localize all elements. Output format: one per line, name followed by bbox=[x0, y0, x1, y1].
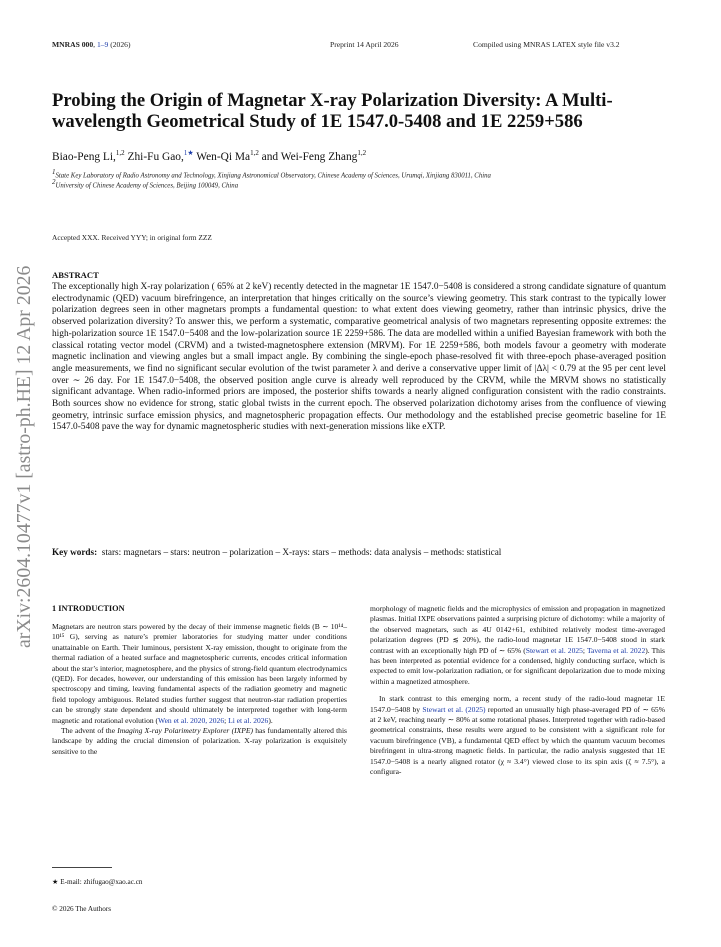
paragraph bbox=[370, 604, 665, 687]
paragraph-text: ). bbox=[268, 715, 273, 725]
affiliation-2 bbox=[52, 178, 238, 189]
paragraph-text: ). This has been interpreted as potential evidence for a condensed, highly conducting surface, which is expected to emit low-polarization radiation, or for significant depolarization due to mode mixing within a magnetized atmosphere. bbox=[370, 645, 665, 686]
abstract-text: The exceptionally high X-ray polarization ( 65% at 2 keV) recently detected in the magnetar 1E 1547.0−5408 is considered a strong candidate signature of quantum electrodynamic (QED) vacuum birefringence, an interpretation that hinges critically on the source’s viewing geometry. This stark contrast to the typically lower polarization degrees seen in other magnetars prompts a fundamental question: to what extent does viewing geometry, rather than intrinsic physics, drive the observed polarization diversity? To answer this, we perform a systematic, comparative geometrical analysis of two magnetars representing opposite extremes: the high-polarization source 1E 1547.0−5408 and the low-polarization source 1E 2259+586. The data are modelled within a unified Bayesian framework with both the classical rotating vector model (CRVM) and a twisted-magnetosphere extension (MRVM). For 1E 2259+586, both models favour a geometry with moderate magnetic inclination and viewing angles but a small impact angle. By combining the single-epoch phase-resolved fit with three-epoch phase-averaged position angle measurements, we find no significant secular evolution of the twist parameter λ and derive a conservative upper limit of |Δλ| < 0.79 at the 95 per cent level over ∼ 26 day. For 1E 1547.0−5408, the observed position angle curve is already well reproduced by the CRVM, while the MRVM shows no statistically significant advantage. When radio-informed priors are imposed, the posterior shifts towards a nearly aligned configuration consistent with the radio constraints. Both sources show no evidence for strong, static global twists in the current epoch. The observed polarization dichotomy arises from the confluence of viewing geometry, intrinsic surface emission physics, and magnetospheric propagation effects. Our methodology and the established precise geometric baseline for 1E 1547.0-5408 pave the way for dynamic magnetospheric studies with next-generation missions like eXTP. bbox=[52, 282, 666, 433]
paragraph-text: has fundamentally altered this landscape by adding the crucial dimension of polarization. X-ray polarization is exquisitely sensitive to the bbox=[52, 726, 347, 756]
compiled-note: Compiled using MNRAS LATEX style file v3.2 bbox=[473, 40, 620, 49]
citation-separator: ; bbox=[582, 645, 587, 655]
affiliation-text: State Key Laboratory of Radio Astronomy and Technology, Xinjiang Astronomical Observatory, Chinese Academy of Sciences, Urumqi, Xinjiang 830011, China bbox=[55, 172, 491, 180]
paragraph-text: In stark contrast to this emerging norm, a recent study of the radio-loud magnetar 1E 1547.0−5408 by bbox=[370, 694, 665, 714]
citation-link[interactable]: Wen et al. 2020, 2026 bbox=[158, 715, 225, 725]
keywords-line bbox=[52, 547, 501, 557]
citation-link[interactable]: Stewart et al. 2025 bbox=[525, 645, 583, 655]
paragraph bbox=[52, 622, 347, 726]
paragraph bbox=[370, 694, 665, 777]
paragraph-text: reported an unusually high phase-averaged PD of ∼ 65% at 2 keV, reaching nearly ∼ 80% at some rotational phases. Interpreted together with radio-based geometrical constraints, these results were argued to be consistent with a significant role for vacuum birefringence (VB), a fundamental QED effect by which the quantum vacuum becomes birefringent in ultra-strong magnetic fields. In particular, the radio analysis suggested that 1E 1547.0−5408 is a nearly aligned rotator (χ ≈ 3.4°) viewed close to its spin axis (ζ ≈ 7.5°), a configura- bbox=[370, 704, 665, 777]
page-range: 1–9 bbox=[96, 40, 109, 49]
paper-title: Probing the Origin of Magnetar X-ray Polarization Diversity: A Multi-wavelength Geometrical Study of 1E 1547.0-5408 and 1E 2259+586 bbox=[52, 90, 613, 132]
right-column bbox=[370, 604, 665, 778]
citation-link[interactable]: Taverna et al. 2022 bbox=[586, 645, 646, 655]
author-name: Biao-Peng Li, bbox=[52, 150, 116, 163]
journal-name: MNRAS bbox=[52, 40, 80, 49]
preprint-date: Preprint 14 April 2026 bbox=[330, 40, 399, 49]
paragraph bbox=[52, 726, 347, 757]
paragraph-text: The advent of the bbox=[61, 726, 118, 736]
citation-separator: ; bbox=[224, 715, 229, 725]
arxiv-id: arXiv:2604.10477v1 [astro-ph.HE] 12 Apr 2026 bbox=[13, 265, 35, 648]
author-list bbox=[52, 149, 366, 163]
author-affiliation-mark: 1,2 bbox=[250, 149, 259, 157]
affiliation-text: University of Chinese Academy of Sciences, Beijing 100049, China bbox=[55, 182, 239, 190]
citation-link[interactable]: Li et al. 2026 bbox=[228, 715, 269, 725]
author-name: Zhi-Fu Gao, bbox=[124, 150, 184, 163]
author-affiliation-mark: 1,2 bbox=[115, 149, 125, 157]
author-name: Wen-Qi Ma bbox=[193, 150, 251, 163]
paragraph-text: Magnetars are neutron stars powered by the decay of their immense magnetic fields (B ∼ 10¹⁴–10¹⁵ G), serving as nature’s premier laboratories for studying matter under conditions unattainable on Earth. Their luminous, persistent X-ray emission, thought to originate from the thermal radiation of a heated surface and magnetospheric currents, encodes critical information about the star’s interior, magnetosphere, and the physics of strong-field quantum electrodynamics (QED). For decades, however, our understanding of this emission has been largely informed by spectroscopy and timing, leaving fundamental aspects of the radiation geometry and magnetic field topology ambiguous. Related studies further suggest that neutron-star radiation properties can be strongly state dependent and should ultimately be interpreted together with long-term magnetic and rotational evolution ( bbox=[52, 622, 347, 725]
keywords-label: Key words: bbox=[52, 547, 98, 557]
author-name: and Wei-Feng Zhang bbox=[258, 150, 358, 163]
mission-name: Imaging X-ray Polarimetry Explorer (IXPE) bbox=[117, 726, 253, 736]
section-heading-introduction: 1 INTRODUCTION bbox=[52, 604, 125, 613]
affiliation-number: 2 bbox=[52, 178, 56, 186]
left-column bbox=[52, 622, 347, 757]
paragraph-text: morphology of magnetic fields and the microphysics of emission and propagation in magnetized plasmas. Initial IXPE observations painted a surprising picture of dichotomy: while a majority of the observed magnetars, such as 4U 0142+61, exhibited relatively modest time-averaged polarization degrees (PD ≲ 20%), the radio-loud magnetar 1E 1547.0−5408 stood in stark contrast with an exceptionally high PD of ∼ 65% ( bbox=[370, 604, 665, 655]
copyright-notice: © 2026 The Authors bbox=[52, 905, 112, 913]
affiliation-number: 1 bbox=[52, 168, 56, 176]
footnote-email: ★ E-mail: zhifugao@xao.ac.cn bbox=[52, 878, 143, 886]
citation-link[interactable]: Stewart et al. (2025) bbox=[422, 704, 486, 714]
author-affiliation-mark: 1,2 bbox=[357, 149, 367, 157]
journal-year: (2026) bbox=[110, 40, 131, 49]
abstract-heading: ABSTRACT bbox=[52, 270, 99, 280]
footnote-rule bbox=[52, 867, 112, 868]
arxiv-stamp bbox=[0, 245, 44, 650]
keywords-text: stars: magnetars – stars: neutron – polarization – X-rays: stars – methods: data analysis – methods: statistical bbox=[101, 547, 502, 557]
running-header-left: MNRAS 000, 1–9 (2026) bbox=[52, 40, 131, 49]
received-accepted-line: Accepted XXX. Received YYY; in original form ZZZ bbox=[52, 233, 212, 242]
corresponding-author-mark[interactable]: 1★ bbox=[183, 149, 194, 157]
journal-volume: 000 bbox=[81, 40, 94, 49]
